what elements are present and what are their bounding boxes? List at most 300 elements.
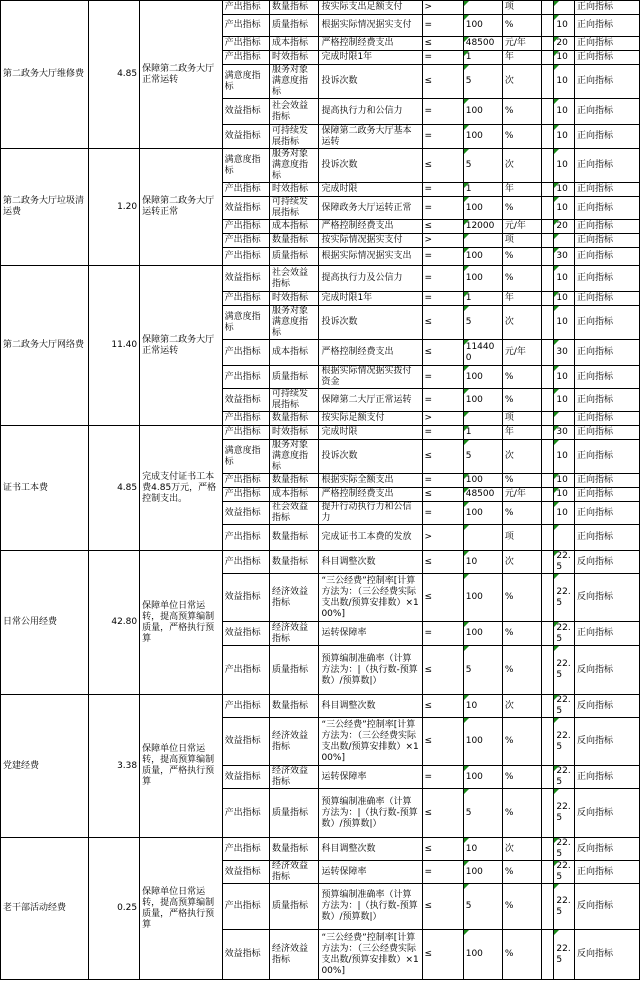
operator-cell: = <box>422 389 463 412</box>
indicator-direction-cell: 正向指标 <box>575 766 640 789</box>
spacer-cell <box>542 426 554 440</box>
operator-cell: > <box>422 1 463 15</box>
project-name-cell: 第二政务大厅维修费 <box>1 1 89 149</box>
weight-cell: 10 <box>554 183 575 197</box>
indicator-level3-cell: 预算编制准确率（计算方法为：|（执行数-预算数）/预算数|） <box>319 789 422 838</box>
indicator-level1-cell: 效益指标 <box>222 125 269 149</box>
indicator-level1-cell: 产出指标 <box>222 183 269 197</box>
indicator-direction-cell: 正向指标 <box>575 389 640 412</box>
weight-cell: 22.5 <box>554 646 575 695</box>
target-value-cell: 5 <box>463 646 502 695</box>
weight-cell: 10 <box>554 65 575 99</box>
operator-cell: = <box>422 51 463 65</box>
indicator-level1-cell: 产出指标 <box>222 426 269 440</box>
indicator-level2-cell: 成本指标 <box>269 37 318 51</box>
indicator-level1-cell: 效益指标 <box>222 266 269 292</box>
indicator-level3-cell: 严格控制经费支出 <box>319 340 422 366</box>
indicator-level2-cell: 数量指标 <box>269 412 318 426</box>
weight-cell: 22.5 <box>554 622 575 646</box>
unit-cell: 元/年 <box>502 488 541 502</box>
indicator-level3-cell: 完成时限 <box>319 183 422 197</box>
weight-cell: 22.5 <box>554 861 575 884</box>
indicator-level2-cell: 服务对象满意度指标 <box>269 440 318 474</box>
indicator-level1-cell: 效益指标 <box>222 861 269 884</box>
weight-cell: 10 <box>554 366 575 389</box>
operator-cell: = <box>422 15 463 37</box>
operator-cell: = <box>422 474 463 488</box>
spacer-cell <box>542 488 554 502</box>
spacer-cell <box>542 266 554 292</box>
indicator-level2-cell: 质量指标 <box>269 789 318 838</box>
indicator-level1-cell: 产出指标 <box>222 838 269 861</box>
weight-cell: 10 <box>554 306 575 340</box>
unit-cell: 元/年 <box>502 37 541 51</box>
indicator-direction-cell: 正向指标 <box>575 340 640 366</box>
weight-cell: 10 <box>554 502 575 525</box>
operator-cell: ≤ <box>422 488 463 502</box>
operator-cell: ≤ <box>422 930 463 980</box>
target-value-cell: 100 <box>463 718 502 766</box>
unit-cell: 项 <box>502 525 541 551</box>
indicator-level1-cell: 产出指标 <box>222 340 269 366</box>
indicator-level3-cell: 严格控制经费支出 <box>319 37 422 51</box>
spacer-cell <box>542 930 554 980</box>
indicator-level2-cell: 服务对象满意度指标 <box>269 306 318 340</box>
operator-cell: ≤ <box>422 220 463 234</box>
unit-cell: 次 <box>502 65 541 99</box>
unit-cell: 元/年 <box>502 340 541 366</box>
indicator-direction-cell: 正向指标 <box>575 37 640 51</box>
indicator-level1-cell: 产出指标 <box>222 474 269 488</box>
table-row <box>1 695 640 718</box>
indicator-direction-cell: 正向指标 <box>575 412 640 426</box>
spacer-cell <box>542 718 554 766</box>
table-row <box>1 838 640 861</box>
indicator-level1-cell: 产出指标 <box>222 234 269 248</box>
target-value-cell: 100 <box>463 366 502 389</box>
unit-cell: % <box>502 766 541 789</box>
weight-cell: 10 <box>554 15 575 37</box>
target-value-cell: 10 <box>463 838 502 861</box>
spacer-cell <box>542 474 554 488</box>
indicator-direction-cell: 正向指标 <box>575 197 640 220</box>
table-body <box>1 1 640 980</box>
indicator-level3-cell: 科目调整次数 <box>319 838 422 861</box>
indicator-level3-cell: 保障政务大厅运转正常 <box>319 197 422 220</box>
unit-cell: % <box>502 366 541 389</box>
target-value-cell: 100 <box>463 861 502 884</box>
indicator-direction-cell: 反向指标 <box>575 574 640 622</box>
indicator-level2-cell: 可持续发展指标 <box>269 389 318 412</box>
indicator-level1-cell: 满意度指标 <box>222 149 269 183</box>
indicator-level1-cell: 产出指标 <box>222 1 269 15</box>
project-name-cell: 日常公用经费 <box>1 551 89 695</box>
indicator-direction-cell: 反向指标 <box>575 718 640 766</box>
target-value-cell: 100 <box>463 389 502 412</box>
indicator-level1-cell: 效益指标 <box>222 197 269 220</box>
indicator-level3-cell: 保障第二政务大厅基本运转 <box>319 125 422 149</box>
indicator-level3-cell: 根据实际情况据实支付 <box>319 15 422 37</box>
project-name-cell: 党建经费 <box>1 695 89 838</box>
indicator-direction-cell: 正向指标 <box>575 220 640 234</box>
weight-cell: 10 <box>554 440 575 474</box>
target-value-cell: 100 <box>463 766 502 789</box>
project-goal-cell: 完成支付证书工本费4.85万元，严格控制支出。 <box>140 426 222 551</box>
indicator-direction-cell: 正向指标 <box>575 502 640 525</box>
operator-cell: ≤ <box>422 37 463 51</box>
unit-cell: % <box>502 574 541 622</box>
unit-cell: 次 <box>502 838 541 861</box>
operator-cell: ≤ <box>422 574 463 622</box>
spacer-cell <box>542 183 554 197</box>
indicator-level3-cell: 根据实际全额支出 <box>319 474 422 488</box>
operator-cell: > <box>422 525 463 551</box>
indicator-level2-cell: 成本指标 <box>269 488 318 502</box>
spacer-cell <box>542 551 554 574</box>
spacer-cell <box>542 340 554 366</box>
indicator-level2-cell: 时效指标 <box>269 51 318 65</box>
indicator-direction-cell: 正向指标 <box>575 1 640 15</box>
project-name-cell: 证书工本费 <box>1 426 89 551</box>
indicator-level3-cell: 运转保障率 <box>319 861 422 884</box>
indicator-level2-cell: 时效指标 <box>269 292 318 306</box>
spacer-cell <box>542 197 554 220</box>
operator-cell: ≤ <box>422 306 463 340</box>
indicator-level2-cell: 数量指标 <box>269 695 318 718</box>
indicator-level2-cell: 服务对象满意度指标 <box>269 65 318 99</box>
indicator-direction-cell: 反向指标 <box>575 930 640 980</box>
operator-cell: = <box>422 426 463 440</box>
indicator-direction-cell: 正向指标 <box>575 426 640 440</box>
indicator-level2-cell: 数量指标 <box>269 551 318 574</box>
spacer-cell <box>542 65 554 99</box>
indicator-direction-cell: 正向指标 <box>575 622 640 646</box>
weight-cell: 10 <box>554 266 575 292</box>
indicator-level2-cell: 质量指标 <box>269 366 318 389</box>
project-goal-cell: 保障第二政务大厅正常运转 <box>140 266 222 426</box>
operator-cell: ≤ <box>422 718 463 766</box>
target-value-cell: 100 <box>463 930 502 980</box>
indicator-direction-cell: 正向指标 <box>575 525 640 551</box>
spacer-cell <box>542 292 554 306</box>
target-value-cell <box>463 412 502 426</box>
indicator-level1-cell: 产出指标 <box>222 366 269 389</box>
unit-cell: % <box>502 389 541 412</box>
indicator-level3-cell: 预算编制准确率（计算方法为：|（执行数-预算数）/预算数|） <box>319 646 422 695</box>
operator-cell: > <box>422 234 463 248</box>
unit-cell: 年 <box>502 292 541 306</box>
indicator-level3-cell: 投诉次数 <box>319 65 422 99</box>
indicator-level2-cell: 可持续发展指标 <box>269 197 318 220</box>
target-value-cell <box>463 234 502 248</box>
indicator-level2-cell: 经济效益指标 <box>269 766 318 789</box>
indicator-level3-cell: 科目调整次数 <box>319 551 422 574</box>
operator-cell: = <box>422 366 463 389</box>
indicator-level1-cell: 效益指标 <box>222 766 269 789</box>
indicator-level3-cell: 完成时限 <box>319 426 422 440</box>
unit-cell: 项 <box>502 234 541 248</box>
target-value-cell: 100 <box>463 248 502 266</box>
operator-cell: = <box>422 861 463 884</box>
indicator-level2-cell: 社会效益指标 <box>269 266 318 292</box>
indicator-direction-cell: 反向指标 <box>575 884 640 930</box>
project-name-cell: 第二政务大厅网络费 <box>1 266 89 426</box>
indicator-level3-cell: 严格控制经费支出 <box>319 488 422 502</box>
weight-cell <box>554 412 575 426</box>
indicator-level2-cell: 质量指标 <box>269 646 318 695</box>
unit-cell: 次 <box>502 551 541 574</box>
target-value-cell: 100 <box>463 502 502 525</box>
weight-cell: 10 <box>554 149 575 183</box>
weight-cell: 10 <box>554 488 575 502</box>
table-row <box>1 1 640 15</box>
project-name-cell: 第二政务大厅垃圾清运费 <box>1 149 89 266</box>
indicator-level1-cell: 效益指标 <box>222 389 269 412</box>
spacer-cell <box>542 15 554 37</box>
spacer-cell <box>542 525 554 551</box>
indicator-level2-cell: 经济效益指标 <box>269 574 318 622</box>
target-value-cell: 114400 <box>463 340 502 366</box>
indicator-level1-cell: 效益指标 <box>222 718 269 766</box>
spacer-cell <box>542 574 554 622</box>
weight-cell: 10 <box>554 197 575 220</box>
operator-cell: = <box>422 248 463 266</box>
indicator-direction-cell: 正向指标 <box>575 15 640 37</box>
weight-cell <box>554 525 575 551</box>
weight-cell: 22.5 <box>554 695 575 718</box>
spacer-cell <box>542 695 554 718</box>
spacer-cell <box>542 125 554 149</box>
operator-cell: ≤ <box>422 440 463 474</box>
indicator-level3-cell: 预算编制准确率（计算方法为：|（执行数-预算数）/预算数|） <box>319 884 422 930</box>
indicator-level1-cell: 产出指标 <box>222 292 269 306</box>
weight-cell: 10 <box>554 51 575 65</box>
spacer-cell <box>542 366 554 389</box>
unit-cell: 元/年 <box>502 220 541 234</box>
indicator-level1-cell: 效益指标 <box>222 502 269 525</box>
operator-cell: = <box>422 99 463 125</box>
spacer-cell <box>542 861 554 884</box>
indicator-direction-cell: 正向指标 <box>575 65 640 99</box>
indicator-level2-cell: 社会效益指标 <box>269 99 318 125</box>
indicator-direction-cell: 正向指标 <box>575 440 640 474</box>
weight-cell: 20 <box>554 220 575 234</box>
indicator-level1-cell: 产出指标 <box>222 37 269 51</box>
indicator-level3-cell: 按实际支出足额支付 <box>319 1 422 15</box>
target-value-cell: 5 <box>463 440 502 474</box>
indicator-direction-cell: 正向指标 <box>575 266 640 292</box>
spacer-cell <box>542 149 554 183</box>
table-row <box>1 426 640 440</box>
indicator-direction-cell: 反向指标 <box>575 551 640 574</box>
indicator-level3-cell: 运转保障率 <box>319 766 422 789</box>
indicator-level1-cell: 产出指标 <box>222 646 269 695</box>
operator-cell: = <box>422 197 463 220</box>
target-value-cell: 100 <box>463 266 502 292</box>
indicator-direction-cell: 正向指标 <box>575 183 640 197</box>
unit-cell: 次 <box>502 440 541 474</box>
target-value-cell: 10 <box>463 551 502 574</box>
operator-cell: = <box>422 766 463 789</box>
indicator-level1-cell: 产出指标 <box>222 220 269 234</box>
indicator-level3-cell: 提高执行力及公信力 <box>319 266 422 292</box>
indicator-level1-cell: 满意度指标 <box>222 440 269 474</box>
operator-cell: = <box>422 502 463 525</box>
project-amount-cell: 11.40 <box>88 266 140 426</box>
operator-cell: ≤ <box>422 646 463 695</box>
indicator-level3-cell: 投诉次数 <box>319 306 422 340</box>
operator-cell: > <box>422 412 463 426</box>
spacer-cell <box>542 220 554 234</box>
unit-cell: % <box>502 718 541 766</box>
unit-cell: % <box>502 99 541 125</box>
indicator-level1-cell: 效益指标 <box>222 930 269 980</box>
indicator-direction-cell: 正向指标 <box>575 306 640 340</box>
unit-cell: % <box>502 502 541 525</box>
indicator-direction-cell: 反向指标 <box>575 646 640 695</box>
indicator-direction-cell: 正向指标 <box>575 474 640 488</box>
operator-cell: ≤ <box>422 340 463 366</box>
operator-cell: = <box>422 292 463 306</box>
indicator-level2-cell: 经济效益指标 <box>269 718 318 766</box>
unit-cell: 项 <box>502 1 541 15</box>
indicator-level2-cell: 服务对象满意度指标 <box>269 149 318 183</box>
indicator-level2-cell: 时效指标 <box>269 426 318 440</box>
indicator-level2-cell: 经济效益指标 <box>269 861 318 884</box>
indicator-level3-cell: 投诉次数 <box>319 149 422 183</box>
indicator-level1-cell: 效益指标 <box>222 622 269 646</box>
target-value-cell: 100 <box>463 99 502 125</box>
spacer-cell <box>542 838 554 861</box>
indicator-level2-cell: 数量指标 <box>269 474 318 488</box>
operator-cell: = <box>422 266 463 292</box>
indicator-level3-cell: 运转保障率 <box>319 622 422 646</box>
operator-cell: ≤ <box>422 695 463 718</box>
indicator-direction-cell: 正向指标 <box>575 861 640 884</box>
spacer-cell <box>542 1 554 15</box>
indicator-level1-cell: 效益指标 <box>222 99 269 125</box>
target-value-cell: 1 <box>463 183 502 197</box>
indicator-level3-cell: 根据实际情况据实支出 <box>319 248 422 266</box>
target-value-cell: 48500 <box>463 37 502 51</box>
spacer-cell <box>542 51 554 65</box>
indicator-level2-cell: 质量指标 <box>269 248 318 266</box>
indicator-level2-cell: 成本指标 <box>269 220 318 234</box>
target-value-cell: 100 <box>463 125 502 149</box>
indicator-level1-cell: 产出指标 <box>222 412 269 426</box>
indicator-level2-cell: 社会效益指标 <box>269 502 318 525</box>
unit-cell: % <box>502 884 541 930</box>
spacer-cell <box>542 789 554 838</box>
unit-cell: 次 <box>502 306 541 340</box>
spacer-cell <box>542 306 554 340</box>
indicator-direction-cell: 正向指标 <box>575 488 640 502</box>
unit-cell: 次 <box>502 149 541 183</box>
indicator-level3-cell: 完成时限1年 <box>319 292 422 306</box>
target-value-cell <box>463 525 502 551</box>
unit-cell: 年 <box>502 426 541 440</box>
indicator-level2-cell: 数量指标 <box>269 1 318 15</box>
indicator-level2-cell: 成本指标 <box>269 340 318 366</box>
weight-cell: 22.5 <box>554 789 575 838</box>
target-value-cell: 100 <box>463 622 502 646</box>
unit-cell: % <box>502 789 541 838</box>
indicator-level1-cell: 产出指标 <box>222 248 269 266</box>
unit-cell: % <box>502 266 541 292</box>
indicator-level2-cell: 数量指标 <box>269 525 318 551</box>
weight-cell <box>554 1 575 15</box>
operator-cell: ≤ <box>422 551 463 574</box>
unit-cell: % <box>502 15 541 37</box>
project-amount-cell: 4.85 <box>88 1 140 149</box>
indicator-level3-cell: 完成证书工本费的发放 <box>319 525 422 551</box>
indicator-level1-cell: 产出指标 <box>222 51 269 65</box>
weight-cell: 22.5 <box>554 551 575 574</box>
target-value-cell: 1 <box>463 51 502 65</box>
target-value-cell: 1 <box>463 426 502 440</box>
spacer-cell <box>542 248 554 266</box>
target-value-cell: 100 <box>463 574 502 622</box>
target-value-cell: 100 <box>463 15 502 37</box>
target-value-cell: 100 <box>463 474 502 488</box>
spacer-cell <box>542 440 554 474</box>
spacer-cell <box>542 884 554 930</box>
operator-cell: ≤ <box>422 884 463 930</box>
project-goal-cell: 保障单位日常运转，提高预算编制质量，严格执行预算 <box>140 695 222 838</box>
indicator-direction-cell: 正向指标 <box>575 292 640 306</box>
unit-cell: 次 <box>502 695 541 718</box>
project-amount-cell: 3.38 <box>88 695 140 838</box>
operator-cell: ≤ <box>422 149 463 183</box>
indicator-level3-cell: 科目调整次数 <box>319 695 422 718</box>
target-value-cell: 100 <box>463 197 502 220</box>
operator-cell: = <box>422 183 463 197</box>
indicator-level3-cell: 提高执行力和公信力 <box>319 99 422 125</box>
spacer-cell <box>542 234 554 248</box>
weight-cell <box>554 234 575 248</box>
target-value-cell: 12000 <box>463 220 502 234</box>
indicator-level3-cell: 按实际情况据实支付 <box>319 234 422 248</box>
project-goal-cell: 保障单位日常运转，提高预算编制质量，严格执行预算 <box>140 551 222 695</box>
indicator-level3-cell: “三公经费”控制率[计算方法为：（三公经费实际支出数/预算安排数）×100%] <box>319 574 422 622</box>
weight-cell: 10 <box>554 292 575 306</box>
unit-cell: % <box>502 474 541 488</box>
weight-cell: 30 <box>554 340 575 366</box>
indicator-level3-cell: 投诉次数 <box>319 440 422 474</box>
spacer-cell <box>542 766 554 789</box>
spacer-cell <box>542 412 554 426</box>
indicator-level3-cell: 根据实际情况据实拨付资金 <box>319 366 422 389</box>
indicator-direction-cell: 正向指标 <box>575 125 640 149</box>
spacer-cell <box>542 622 554 646</box>
indicator-direction-cell: 正向指标 <box>575 366 640 389</box>
indicator-direction-cell: 正向指标 <box>575 234 640 248</box>
unit-cell: 年 <box>502 51 541 65</box>
indicator-level3-cell: 保障第二大厅正常运转 <box>319 389 422 412</box>
spacer-cell <box>542 389 554 412</box>
project-amount-cell: 4.85 <box>88 426 140 551</box>
operator-cell: ≤ <box>422 65 463 99</box>
project-goal-cell: 保障单位日常运转，提高预算编制质量，严格执行预算 <box>140 838 222 980</box>
operator-cell: = <box>422 622 463 646</box>
indicator-level2-cell: 质量指标 <box>269 15 318 37</box>
unit-cell: % <box>502 125 541 149</box>
indicator-direction-cell: 正向指标 <box>575 51 640 65</box>
unit-cell: % <box>502 930 541 980</box>
project-name-cell: 老干部活动经费 <box>1 838 89 980</box>
indicator-level2-cell: 数量指标 <box>269 234 318 248</box>
indicator-level1-cell: 产出指标 <box>222 488 269 502</box>
